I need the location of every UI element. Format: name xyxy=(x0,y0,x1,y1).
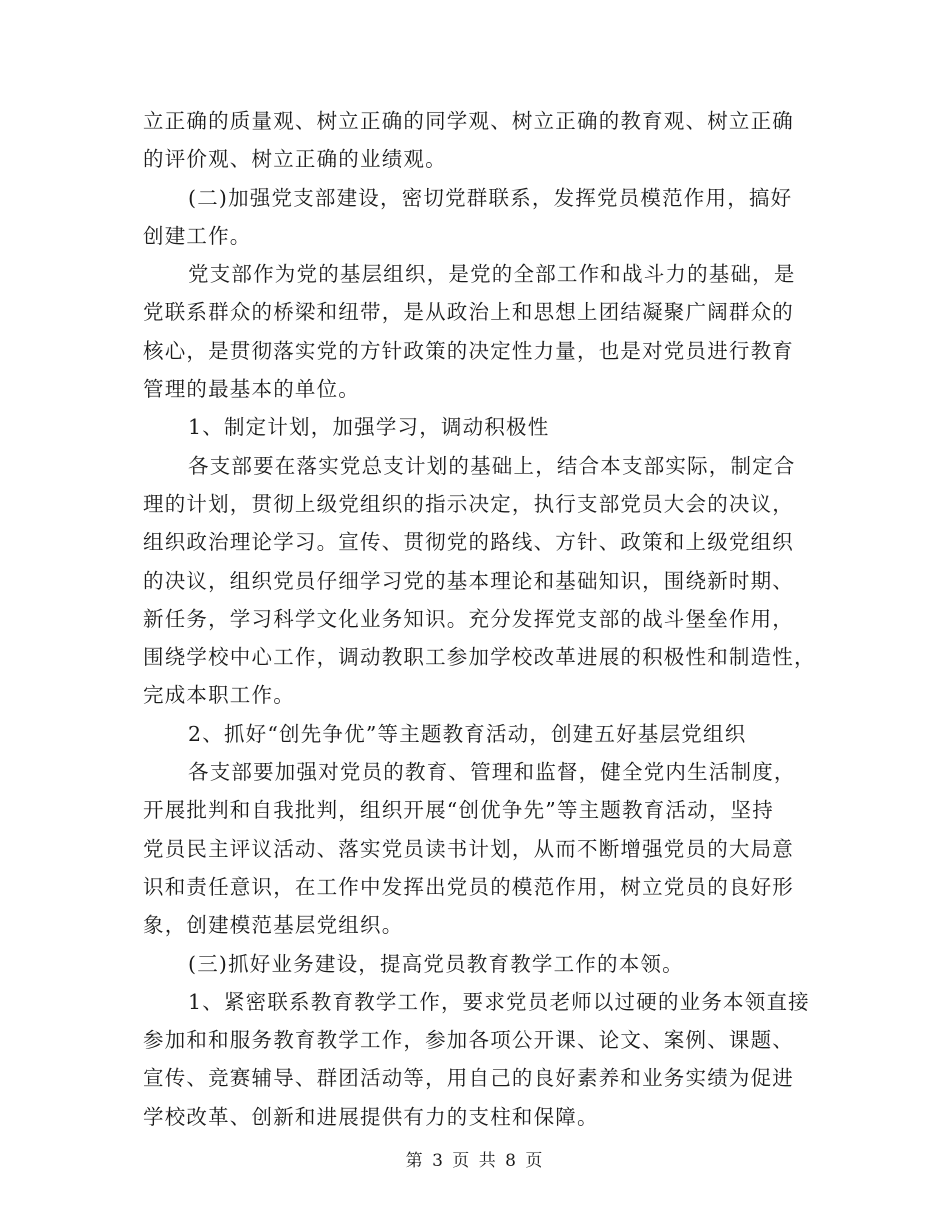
text-line: 理的计划，贯彻上级党组织的指示决定，执行支部党员大会的决议， xyxy=(143,491,794,516)
page-footer: 第 3 页 共 8 页 xyxy=(405,1151,545,1171)
text-line: 参加和和服务教育教学工作，参加各项公开课、论文、案例、课题、 xyxy=(143,1028,794,1053)
text-line: 围绕学校中心工作，调动教职工参加学校改革进展的积极性和制造性， xyxy=(143,645,816,670)
text-line: 2、抓好“创先争优”等主题教育活动，创建五好基层党组织 xyxy=(188,721,747,746)
text-line: 1、制定计划，加强学习，调动积极性 xyxy=(188,415,550,440)
text-line: 宣传、竞赛辅导、群团活动等，用自己的良好素养和业务实绩为促进 xyxy=(143,1066,794,1091)
text-line: 开展批判和自我批判，组织开展“创优争先”等主题教育活动，坚持 xyxy=(143,798,774,823)
text-line: 的决议，组织党员仔细学习党的基本理论和基础知识，围绕新时期、 xyxy=(143,568,794,593)
text-line: 创建工作。 xyxy=(143,223,252,248)
text-line: 1、紧密联系教育教学工作，要求党员老师以过硬的业务本领直接 xyxy=(188,989,810,1014)
text-line: 党联系群众的桥梁和纽带，是从政治上和思想上团结凝聚广阔群众的 xyxy=(143,300,794,325)
text-line: 完成本职工作。 xyxy=(143,683,295,708)
text-line: 象，创建模范基层党组织。 xyxy=(143,913,404,938)
document-body xyxy=(143,102,816,1136)
text-line: 学校改革、创新和进展提供有力的支柱和保障。 xyxy=(143,1104,599,1129)
text-line: 核心，是贯彻落实党的方针政策的决定性力量，也是对党员进行教育 xyxy=(143,338,794,363)
text-line: 各支部要在落实党总支计划的基础上，结合本支部实际，制定合 xyxy=(188,453,796,478)
text-line: (三)抓好业务建设，提高党员教育教学工作的本领。 xyxy=(188,951,684,976)
text-line: 的评价观、树立正确的业绩观。 xyxy=(143,147,447,172)
text-line: 各支部要加强对党员的教育、管理和监督，健全党内生活制度， xyxy=(188,760,796,785)
text-line: 管理的最基本的单位。 xyxy=(143,377,360,402)
text-line: 识和责任意识，在工作中发挥出党员的模范作用，树立党员的良好形 xyxy=(143,874,794,899)
text-line: 新任务，学习科学文化业务知识。充分发挥党支部的战斗堡垒作用， xyxy=(143,606,794,631)
text-line: 组织政治理论学习。宣传、贯彻党的路线、方针、政策和上级党组织 xyxy=(143,530,794,555)
text-line: 党支部作为党的基层组织，是党的全部工作和战斗力的基础，是 xyxy=(188,262,796,287)
text-line: 立正确的质量观、树立正确的同学观、树立正确的教育观、树立正确 xyxy=(143,109,794,133)
text-line: (二)加强党支部建设，密切党群联系，发挥党员模范作用，搞好 xyxy=(188,185,793,210)
text-line: 党员民主评议活动、落实党员读书计划，从而不断增强党员的大局意 xyxy=(143,836,794,861)
